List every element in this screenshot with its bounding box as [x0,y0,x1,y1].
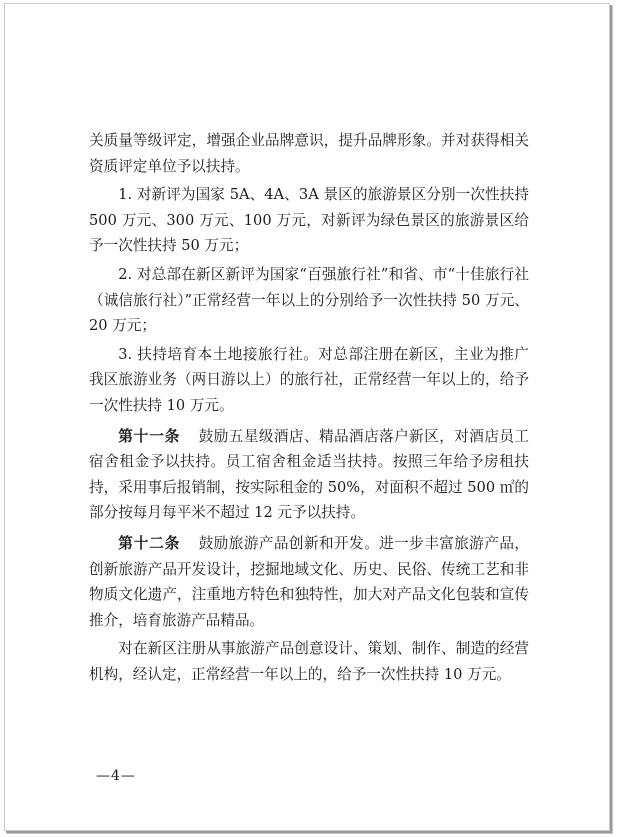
article-12-text: 鼓励旅游产品创新和开发。进一步丰富旅游产品，创新旅游产品开发设计，挖掘地域文化、历史、民俗、传统工艺和非物质文化遗产，注重地方特色和独特性，加大对产品文化包装和宣传推介，培育旅游产品精品。 [89,534,529,629]
article-11 [89,424,529,526]
document-body [89,128,529,687]
paragraph-item-1: 1. 对新评为国家 5A、4A、3A 景区的旅游景区分别一次性扶持 500 万元、300 万元、100 万元，对新评为绿色景区的旅游景区给予一次性扶持 50 万元； [89,186,529,255]
paragraph-closing: 对在新区注册从事旅游产品创意设计、策划、制作、制造的经营机构，经认定，正常经营一年以上的，给予一次性扶持 10 万元。 [89,640,529,683]
article-11-text: 鼓励五星级酒店、精品酒店落户新区，对酒店员工宿舍租金予以扶持。员工宿舍租金适当扶持。按照三年给予房租扶持，采用事后报销制，按实际租金的 50%，对面积不超过 500 ㎡的部分按每月每平米不超过 12 元予以扶持。 [89,427,529,522]
article-12-heading: 第十二条 [118,534,181,552]
paragraph-item-2: 2. 对总部在新区新评为国家“百强旅行社”和省、市“十佳旅行社（诚信旅行社）”正常经营一年以上的分别给予一次性扶持 50 万元、20 万元； [89,265,529,335]
article-11-heading: 第十一条 [118,427,181,445]
article-12 [89,531,529,633]
paragraph-item-3: 3. 扶持培育本土地接旅行社。对总部注册在新区，主业为推广我区旅游业务（两日游以上）的旅行社，正常经营一年以上的，给予一次性扶持 10 万元。 [89,345,529,414]
document-page [4,3,610,831]
paragraph-intro-continuation: 关质量等级评定，增强企业品牌意识，提升品牌形象。并对获得相关资质评定单位予以扶持。 [89,132,529,175]
page-number: —4— [96,768,136,784]
